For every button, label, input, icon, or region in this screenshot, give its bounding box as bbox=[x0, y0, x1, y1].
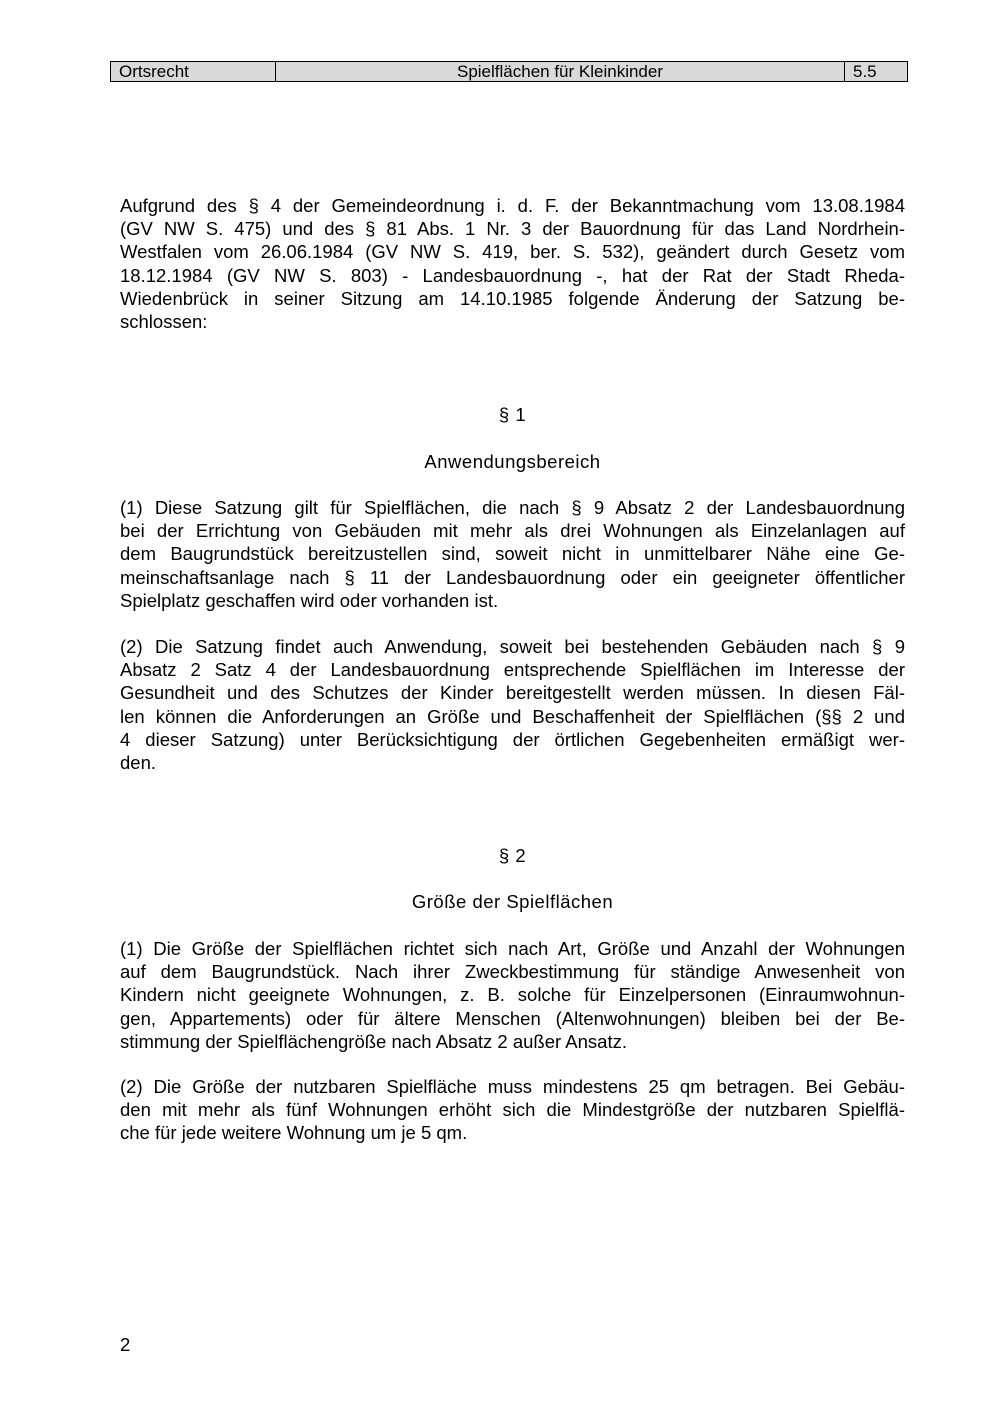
text-line: Westfalen vom 26.06.1984 (GV NW S. 419, ber. S. 532), geändert durch Gesetz vom bbox=[120, 241, 905, 263]
text-line: (1) Diese Satzung gilt für Spielflächen, die nach § 9 Absatz 2 der Landesbauordnung bbox=[120, 497, 905, 518]
text-line: che für jede weitere Wohnung um je 5 qm. bbox=[120, 1122, 468, 1144]
text-line: den mit mehr als fünf Wohnungen erhöht sich die Mindestgröße der nutzbaren Spielflä- bbox=[120, 1099, 905, 1121]
text-line: len können die Anforderungen an Größe und Beschaffenheit der Spielflächen (§§ 2 und bbox=[120, 705, 905, 727]
section-2-number: § 2 bbox=[498, 845, 527, 866]
header-title: Spielflächen für Kleinkinder bbox=[276, 62, 845, 81]
text-line: schlossen: bbox=[120, 311, 208, 333]
section-1-number: § 1 bbox=[498, 404, 527, 425]
section-1-title: Anwendungsbereich bbox=[424, 451, 601, 472]
text-line: dem Baugrundstück bereitzustellen sind, soweit nicht in unmittelbarer Nähe eine Ge- bbox=[120, 543, 905, 565]
text-line: Absatz 2 Satz 4 der Landesbauordnung entsprechende Spielflächen im Interesse der bbox=[120, 659, 905, 681]
section-2-paragraph-1 bbox=[120, 937, 905, 1053]
text-line: Kindern nicht geeignete Wohnungen, z. B. solche für Einzelpersonen (Einraumwohnun- bbox=[120, 984, 905, 1006]
text-line: meinschaftsanlage nach § 11 der Landesbauordnung oder ein geeigneter öffentlicher bbox=[120, 566, 905, 588]
text-line: 18.12.1984 (GV NW S. 803) - Landesbauordnung -, hat der Rat der Stadt Rheda- bbox=[120, 264, 905, 286]
page-number: 2 bbox=[120, 1334, 131, 1355]
section-2-paragraph-2 bbox=[120, 1075, 905, 1145]
text-line: bei der Errichtung von Gebäuden mit mehr als drei Wohnungen als Einzelanlagen auf bbox=[120, 520, 905, 542]
section-1-paragraph-2 bbox=[120, 635, 905, 774]
header-section-number: 5.5 bbox=[853, 62, 877, 81]
header-category: Ortsrecht bbox=[111, 62, 276, 81]
text-line: Gesundheit und des Schutzes der Kinder bereitgestellt werden müssen. In diesen Fäl- bbox=[120, 682, 905, 704]
page-header bbox=[110, 61, 908, 82]
text-line: Aufgrund des § 4 der Gemeindeordnung i. d. F. der Bekanntmachung vom 13.08.1984 bbox=[120, 195, 905, 216]
text-line: auf dem Baugrundstück. Nach ihrer Zweckbestimmung für ständige Anwesenheit von bbox=[120, 961, 905, 983]
preamble-paragraph bbox=[120, 194, 905, 333]
section-2-title: Größe der Spielflächen bbox=[411, 891, 614, 912]
text-line: stimmung der Spielflächengröße nach Absatz 2 außer Ansatz. bbox=[120, 1030, 627, 1052]
text-line: (2) Die Größe der nutzbaren Spielfläche muss mindestens 25 qm betragen. Bei Gebäu- bbox=[120, 1076, 905, 1097]
text-line: (1) Die Größe der Spielflächen richtet sich nach Art, Größe und Anzahl der Wohnungen bbox=[120, 938, 905, 959]
text-line: 4 dieser Satzung) unter Berücksichtigung der örtlichen Gegebenheiten ermäßigt wer- bbox=[120, 728, 905, 750]
text-line: (GV NW S. 475) und des § 81 Abs. 1 Nr. 3 der Bauordnung für das Land Nordrhein- bbox=[120, 218, 905, 240]
text-line: den. bbox=[120, 752, 157, 774]
text-line: Spielplatz geschaffen wird oder vorhanden ist. bbox=[120, 589, 499, 611]
text-line: gen, Appartements) oder für ältere Menschen (Altenwohnungen) bleiben bei der Be- bbox=[120, 1007, 905, 1029]
text-line: Wiedenbrück in seiner Sitzung am 14.10.1985 folgende Änderung der Satzung be- bbox=[120, 287, 905, 309]
section-1-paragraph-1 bbox=[120, 496, 905, 612]
text-line: (2) Die Satzung findet auch Anwendung, soweit bei bestehenden Gebäuden nach § 9 bbox=[120, 636, 905, 657]
